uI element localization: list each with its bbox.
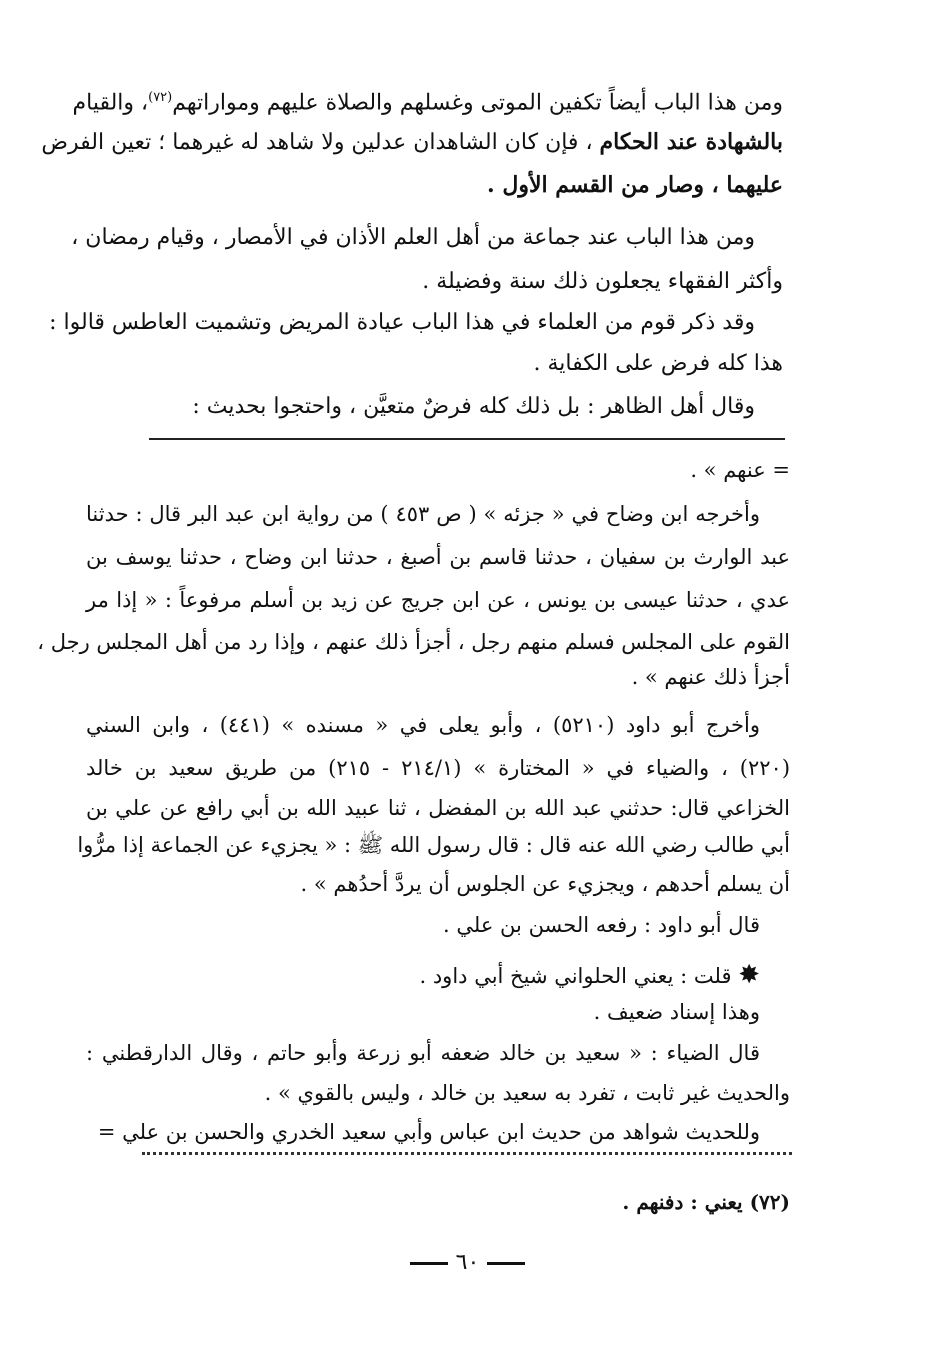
footnote-line-10: أبي طالب رضي الله عنه قال : قال رسول الله ﷺ : « يجزيء عن الجماعة إذا مرُّوا xyxy=(77,833,790,857)
footnote-line-14: وهذا إسناد ضعيف . xyxy=(593,1000,760,1024)
footnote-line-11: أن يسلم أحدهم ، ويجزيء عن الجلوس أن يردَّ أحدُهم » . xyxy=(300,872,790,896)
footnote-line-12: قال أبو داود : رفعه الحسن بن علي . xyxy=(443,913,760,937)
main-line-8: وقال أهل الظاهر : بل ذلك كله فرضٌ متعيَّن ، واحتجوا بحديث : xyxy=(192,394,755,419)
author-note-separator xyxy=(142,1152,792,1155)
star-icon: ✸ xyxy=(738,960,760,990)
page-number: ٦٠ xyxy=(0,1243,935,1283)
main-line-2: بالشهادة عند الحكام ، فإن كان الشاهدان عدلين ولا شاهد له غيرهما ؛ تعين الفرض xyxy=(41,129,783,155)
main-line-4: ومن هذا الباب عند جماعة من أهل العلم الأذان في الأمصار ، وقيام رمضان ، xyxy=(71,225,755,250)
footnote-line-3: عبد الوارث بن سفيان ، حدثنا قاسم بن أصبغ ، حدثنا ابن وضاح ، حدثنا يوسف بن xyxy=(86,545,790,569)
footnote-line-7: وأخرج أبو داود (٥٢١٠) ، وأبو يعلى في « مسنده » (٤٤١) ، وابن السني xyxy=(86,713,760,737)
main-line-1: ومن هذا الباب أيضاً تكفين الموتى وغسلهم والصلاة عليهم ومواراتهم$^{(٧٢)}$، والقيام xyxy=(72,90,783,116)
footnote-line-16: والحديث غير ثابت ، تفرد به سعيد بن خالد ، وليس بالقوي » . xyxy=(264,1081,790,1105)
author-footnote-72: (٧٢) يعني : دفنهم . xyxy=(622,1190,790,1214)
main-line-5: وأكثر الفقهاء يجعلون ذلك سنة وفضيلة . xyxy=(422,269,783,294)
footnote-line-1: = عنهم » . xyxy=(690,458,790,482)
footnote-line-4: عدي ، حدثنا عيسى بن يونس ، عن ابن جريج عن زيد بن أسلم مرفوعاً : « إذا مر xyxy=(86,588,790,612)
main-line-6: وقد ذكر قوم من العلماء في هذا الباب عيادة المريض وتشميت العاطس قالوا : xyxy=(49,310,755,335)
footnote-line-6: أجزأ ذلك عنهم » . xyxy=(631,665,790,689)
footnote-line-9: الخزاعي قال: حدثني عبد الله بن المفضل ، ثنا عبيد الله بن أبي رافع عن علي بن xyxy=(86,796,790,820)
main-line-7: هذا كله فرض على الكفاية . xyxy=(533,351,783,376)
footnote-line-5: القوم على المجلس فسلم منهم رجل ، أجزأ ذلك عنهم ، وإذا رد من أهل المجلس رجل ، xyxy=(37,630,790,654)
footnote-line-13: ✸ قلت : يعني الحلواني شيخ أبي داود . xyxy=(419,960,760,990)
footnote-line-17: وللحديث شواهد من حديث ابن عباس وأبي سعيد الخدري والحسن بن علي = xyxy=(97,1120,760,1144)
footnote-line-2: وأخرجه ابن وضاح في « جزئه » ( ص ٤٥٣ ) من رواية ابن عبد البر قال : حدثنا xyxy=(86,502,760,526)
main-line-3: عليهما ، وصار من القسم الأول . xyxy=(487,172,783,198)
footnote-line-8: (٢٢٠) ، والضياء في « المختارة » (٢١٤/١ - ٢١٥) من طريق سعيد بن خالد xyxy=(86,756,791,780)
footnote-separator xyxy=(149,438,785,440)
footnote-line-15: قال الضياء : « سعيد بن خالد ضعفه أبو زرعة وأبو حاتم ، وقال الدارقطني : xyxy=(86,1041,760,1065)
